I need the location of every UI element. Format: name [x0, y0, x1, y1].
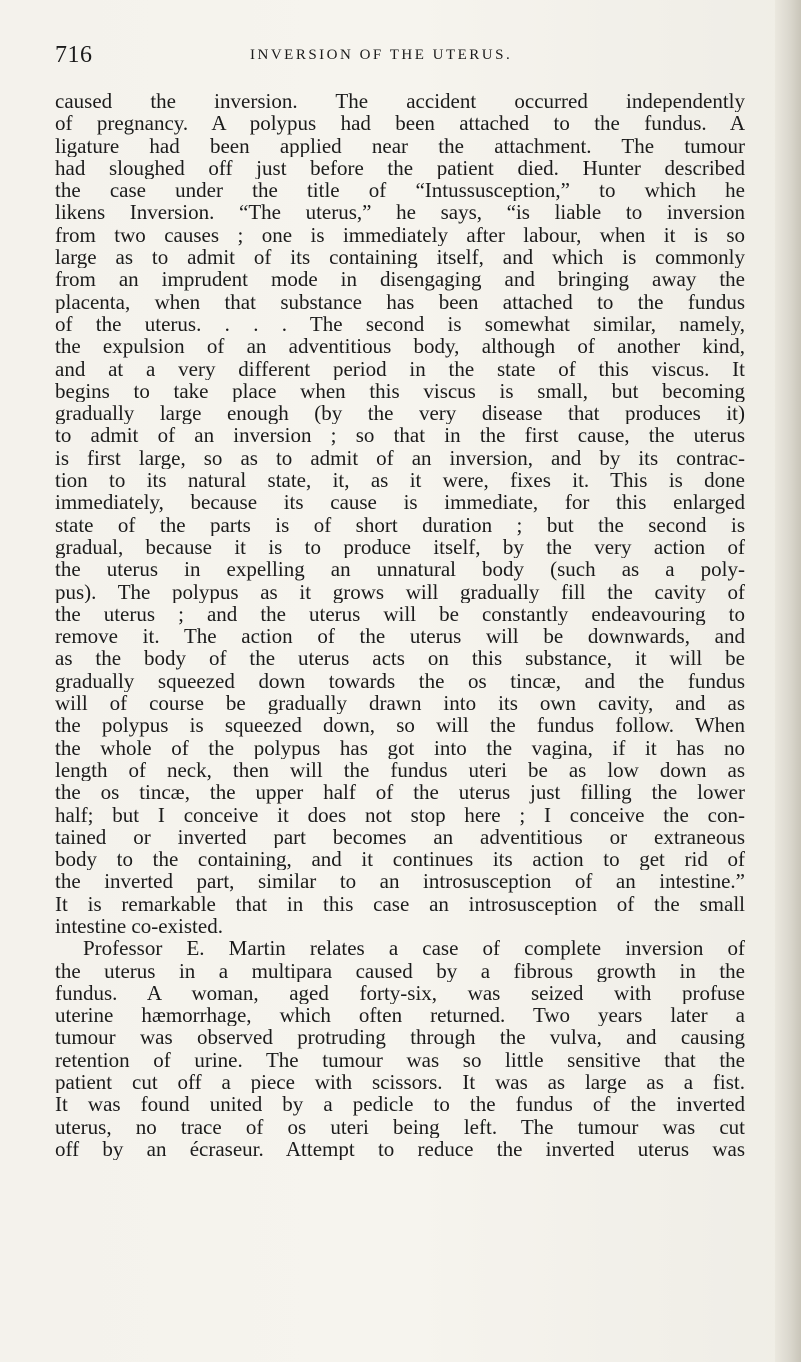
text-line: It was found united by a pedicle to the fundus of the inverted — [55, 1093, 745, 1116]
text-line: the inverted part, similar to an introsusception of an intestine.” — [55, 870, 745, 893]
text-line: Professor E. Martin relates a case of complete inversion of — [83, 937, 745, 960]
text-line: gradually large enough (by the very disease that produces it) — [55, 402, 745, 425]
text-line: the case under the title of “Intussusception,” to which he — [55, 179, 745, 202]
text-line: the whole of the polypus has got into the vagina, if it has no — [55, 736, 745, 759]
text-line: state of the parts is of short duration ; but the second is — [55, 513, 745, 536]
text-line: begins to take place when this viscus is small, but becoming — [55, 379, 745, 403]
page-header — [55, 40, 745, 80]
text-line: tumour was observed protruding through the vulva, and causing — [55, 1026, 745, 1049]
text-line: fundus. A woman, aged forty-six, was seized with profuse — [55, 981, 745, 1005]
text-line: the expulsion of an adventitious body, although of another kind, — [55, 335, 745, 358]
text-line: and at a very different period in the state of this viscus. It — [55, 357, 745, 380]
text-line: caused the inversion. The accident occurred independently — [55, 90, 745, 113]
text-line: body to the containing, and it continues its action to get rid of — [55, 848, 745, 871]
text-line: the uterus in a multipara caused by a fibrous growth in the — [55, 959, 745, 982]
text-line: likens Inversion. “The uterus,” he says, “is liable to inversion — [55, 201, 745, 224]
text-line: retention of urine. The tumour was so little sensitive that the — [55, 1048, 745, 1072]
text-line: to admit of an inversion ; so that in the first cause, the uterus — [55, 424, 745, 447]
text-line: ligature had been applied near the attachment. The tumour — [55, 134, 745, 157]
text-line: uterus, no trace of os uteri being left. The tumour was cut — [55, 1115, 745, 1138]
text-line: gradual, because it is to produce itself, by the very action of — [55, 535, 745, 559]
text-line: as the body of the uterus acts on this substance, it will be — [55, 647, 745, 670]
text-line: remove it. The action of the uterus will be downwards, and — [55, 625, 745, 648]
text-line: the os tincæ, the upper half of the uterus just filling the lower — [55, 781, 745, 804]
text-line: immediately, because its cause is immediate, for this enlarged — [55, 491, 745, 514]
text-line: the uterus ; and the uterus will be constantly endeavouring to — [55, 602, 745, 626]
text-line: tion to its natural state, it, as it were, fixes it. This is done — [55, 469, 745, 492]
text-line: patient cut off a piece with scissors. It was as large as a fist. — [55, 1071, 745, 1094]
text-line: off by an écraseur. Attempt to reduce the inverted uterus was — [55, 1137, 745, 1161]
text-line: placenta, when that substance has been attached to the fundus — [55, 290, 745, 313]
text-line: will of course be gradually drawn into its own cavity, and as — [55, 692, 745, 715]
text-line: the uterus in expelling an unnatural body (such as a poly- — [55, 558, 745, 581]
text-line: of pregnancy. A polypus had been attached to the fundus. A — [55, 112, 745, 135]
text-line: intestine co-existed. — [55, 914, 223, 938]
text-line: the polypus is squeezed down, so will the fundus follow. When — [55, 714, 745, 737]
text-line: tained or inverted part becomes an adventitious or extraneous — [55, 825, 745, 849]
text-line: uterine hæmorrhage, which often returned. Two years later a — [55, 1004, 745, 1027]
text-line: It is remarkable that in this case an introsusception of the small — [55, 892, 745, 915]
text-line: pus). The polypus as it grows will gradually fill the cavity of — [55, 580, 745, 603]
text-line: length of neck, then will the fundus uteri be as low down as — [55, 758, 745, 782]
running-head: INVERSION OF THE UTERUS. — [250, 47, 513, 63]
text-line: from two causes ; one is immediately after labour, when it is so — [55, 223, 745, 247]
text-line: half; but I conceive it does not stop here ; I conceive the con- — [55, 803, 745, 826]
text-line: gradually squeezed down towards the os tincæ, and the fundus — [55, 669, 745, 693]
page-edge-shadow — [775, 0, 801, 1362]
text-line: of the uterus. . . . The second is somewhat similar, namely, — [55, 312, 745, 336]
body-text — [55, 90, 745, 1160]
text-line: large as to admit of its containing itself, and which is commonly — [55, 246, 745, 269]
text-line: from an imprudent mode in disengaging and bringing away the — [55, 268, 745, 291]
text-line: is first large, so as to admit of an inversion, and by its contrac- — [55, 446, 745, 470]
text-line: had sloughed off just before the patient died. Hunter described — [55, 156, 745, 180]
page-number: 716 — [55, 42, 93, 68]
